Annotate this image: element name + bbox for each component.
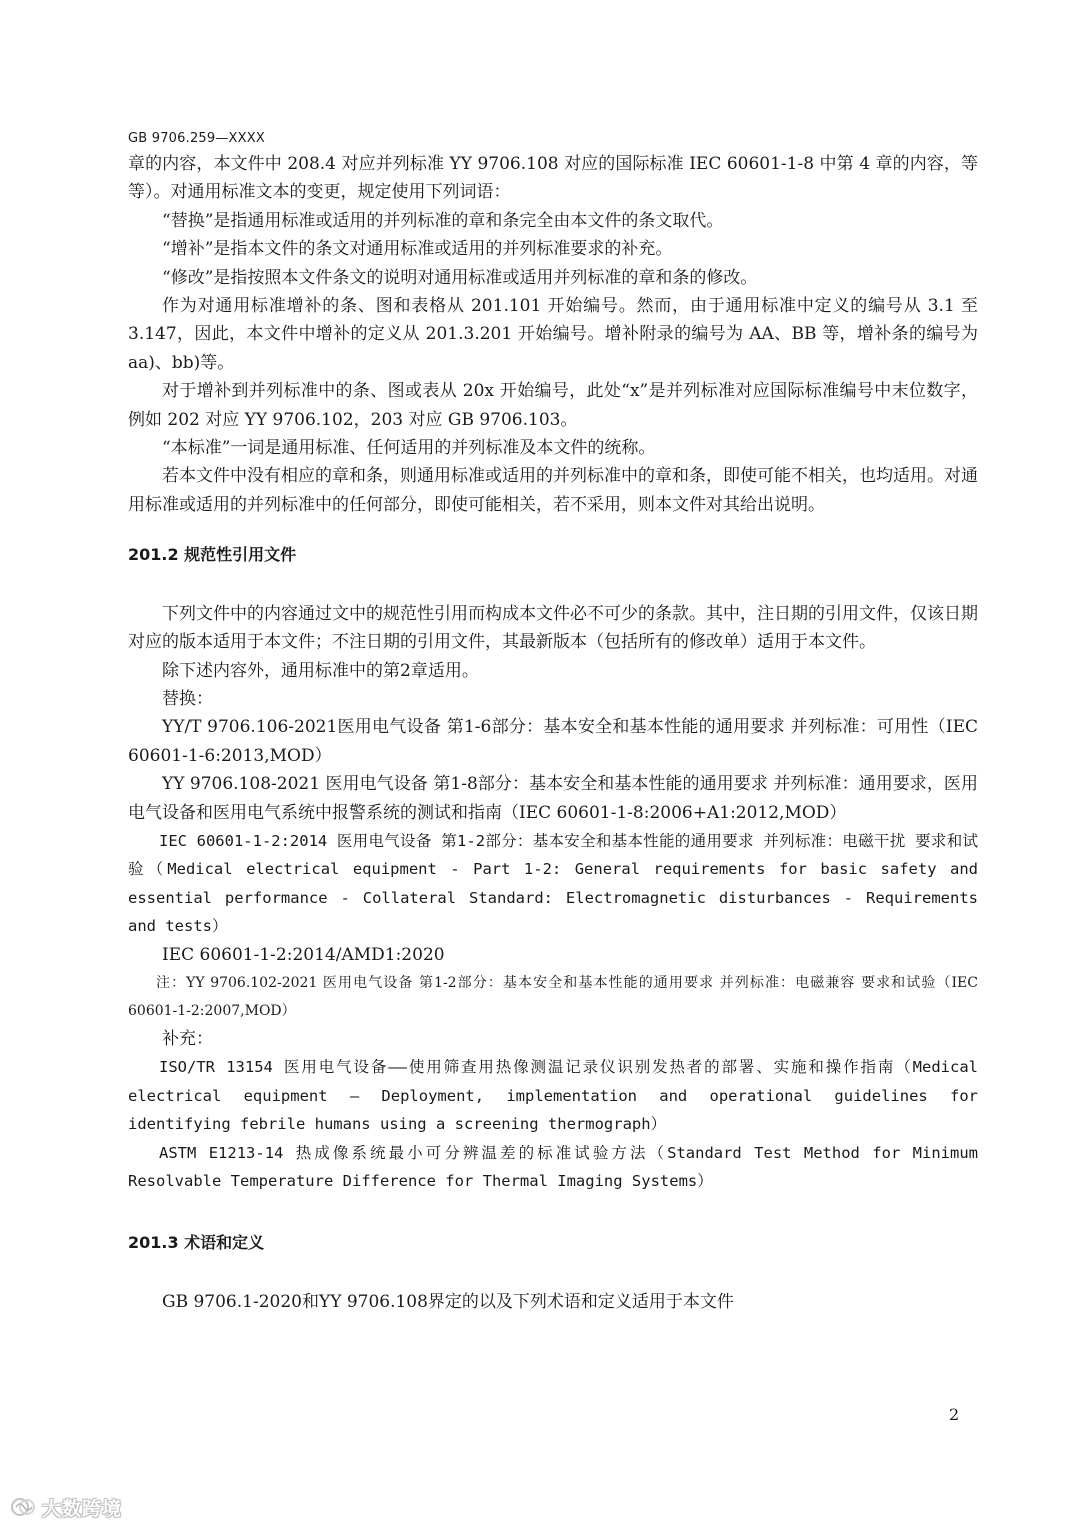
intro-paragraph-3: “增补”是指本文件的条文对通用标准或适用的并列标准要求的补充。 <box>162 239 673 260</box>
section-heading-201-2: 201.2 规范性引用文件 <box>128 545 297 565</box>
reference-note: 注：YY 9706.102-2021 医用电气设备 第1-2部分：基本安全和基本性能的通用要求 并列标准：电磁兼容 要求和试验（IEC 60601-1-2:2007,MOD） <box>128 974 978 1019</box>
normative-paragraph-1: 下列文件中的内容通过文中的规范性引用而构成本文件必不可少的条款。其中，注日期的引用文件，仅该日期对应的版本适用于本文件；不注日期的引用文件，其最新版本（包括所有的修改单）适用于本文件。 <box>128 603 978 653</box>
intro-paragraph-4: “修改”是指按照本文件条文的说明对通用标准或适用并列标准的章和条的修改。 <box>162 267 758 288</box>
page-number: 2 <box>949 1405 960 1424</box>
replace-label: 替换： <box>162 688 213 709</box>
section-heading-201-3: 201.3 术语和定义 <box>128 1233 265 1253</box>
supplement-label: 补充： <box>162 1028 213 1049</box>
reference-yy-9706-108: YY 9706.108-2021 医用电气设备 第1-8部分：基本安全和基本性能的通用要求 并列标准：通用要求，医用电气设备和医用电气系统中报警系统的测试和指南（IEC 60601-1-8:2006+A1:2012,MOD） <box>128 774 978 823</box>
terms-paragraph: GB 9706.1-2020和YY 9706.108界定的以及下列术语和定义适用于本文件 <box>162 1291 734 1312</box>
intro-paragraph-7: “本标准”一词是通用标准、任何适用的并列标准及本文件的统称。 <box>162 438 656 459</box>
normative-paragraph-2: 除下述内容外，通用标准中的第2章适用。 <box>162 660 479 681</box>
reference-iso-tr-13154: ISO/TR 13154 医用电气设备——使用筛查用热像测温记录仪识别发热者的部署、实施和操作指南（Medical electrical equipment – Deployment, implementation and operational guidelines for identifying febrile humans using a screening thermograph） <box>128 1058 978 1134</box>
intro-paragraph-1: 章的内容，本文件中 208.4 对应并列标准 YY 9706.108 对应的国际标准 IEC 60601-1-8 中第 4 章的内容，等等）。对通用标准文本的变更，规定使用下列词语： <box>128 154 978 203</box>
watermark-text: 大数跨境 <box>42 1497 123 1520</box>
reference-yy-9706-106: YY/T 9706.106-2021医用电气设备 第1-6部分：基本安全和基本性能的通用要求 并列标准：可用性（IEC 60601-1-6:2013,MOD） <box>128 717 978 766</box>
reference-iec-amd1: IEC 60601-1-2:2014/AMD1:2020 <box>162 944 445 965</box>
reference-iec-60601-1-2: IEC 60601-1-2:2014 医用电气设备 第1-2部分：基本安全和基本性能的通用要求 并列标准：电磁干扰 要求和试验（Medical electrical equipment - Part 1-2: General requirements for basic safety and essential performance - Collateral Standard: Electromagnetic disturbances - Requirements and tests） <box>128 831 978 936</box>
intro-paragraph-8: 若本文件中没有相应的章和条，则通用标准或适用的并列标准中的章和条，即使可能不相关，也均适用。对通用标准或适用的并列标准中的任何部分，即使可能相关，若不采用，则本文件对其给出说明。 <box>128 466 978 515</box>
watermark-logo-icon <box>10 1494 36 1520</box>
intro-paragraph-2: “替换”是指通用标准或适用的并列标准的章和条完全由本文件的条文取代。 <box>162 210 724 231</box>
watermark <box>10 1494 122 1520</box>
document-code-header: GB 9706.259—XXXX <box>128 131 265 146</box>
intro-paragraph-5: 作为对通用标准增补的条、图和表格从 201.101 开始编号。然而，由于通用标准中定义的编号从 3.1 至 3.147，因此，本文件中增补的定义从 201.3.201 开始编号。增补附录的编号为 AA、BB 等，增补条的编号为 aa)、bb)等。 <box>128 296 978 373</box>
document-body <box>128 150 978 1316</box>
intro-paragraph-6: 对于增补到并列标准中的条、图或表从 20x 开始编号，此处“x”是并列标准对应国际标准编号中末位数字，例如 202 对应 YY 9706.102，203 对应 GB 9706.103。 <box>128 381 978 430</box>
reference-astm-e1213: ASTM E1213-14 热成像系统最小可分辨温差的标准试验方法（Standard Test Method for Minimum Resolvable Temperature Difference for Thermal Imaging Systems） <box>128 1143 978 1190</box>
